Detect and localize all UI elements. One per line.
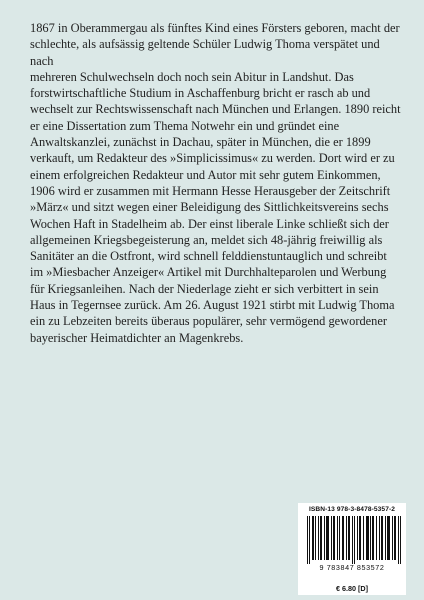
blurb-text: 1867 in Oberammergau als fünftes Kind eines Försters geboren, macht der schlechte, als aufsässig geltende Schüler Ludwig Thoma verspätet und nach mehreren Schulwechseln doch noch sein Abitur in Landshut. Das forstwirtschaftliche Studium in Aschaffenburg bricht er rasch ab und wechselt zur Rechtswissenschaft nach München und Erlangen. 1890 reicht er eine Dissertation zum Thema Notwehr ein und gründet eine Anwaltskanzlei, zunächst in Dachau, später in München, die er 1899 verkauft, um Redakteur des »Simplicissimus« zu werden. Dort wird er zu einem erfolgreichen Redakteur und Autor mit sehr gutem Einkommen, 1906 wird er zusammen mit Hermann Hesse Herausgeber der Zeitschrift »März« und sitzt wegen einer Beleidigung des Sittlichkeitsvereins sechs Wochen Haft in Stadelheim ab. Der einst liberale Linke schließt sich der allgemeinen Kriegsbegeisterung an, meldet sich 48-jährig freiwillig als Sanitäter an die Ostfront, wird schnell felddienstuntauglich und schreibt im »Miesbacher Anzeiger« Artikel mit Durchhalteparolen und Werbung für Kriegsanleihen. Nach der Niederlage zieht er sich verbittert in sein Haus in Tegernsee zurück. Am 26. August 1921 stirbt mit Ludwig Thoma ein zu Lebzeiten bereits überaus populärer, sehr vermögend gewordener bayerischer Heimatdichter an Magenkrebs. [30,21,401,345]
barcode-icon [306,516,402,564]
barcode-digits: 9 783847 853572 [319,563,385,572]
price-label: € 6.80 [D] [298,583,406,595]
isbn-label: ISBN-13 978-3-8478-5357-2 [308,506,396,513]
isbn-barcode-block [298,503,406,583]
